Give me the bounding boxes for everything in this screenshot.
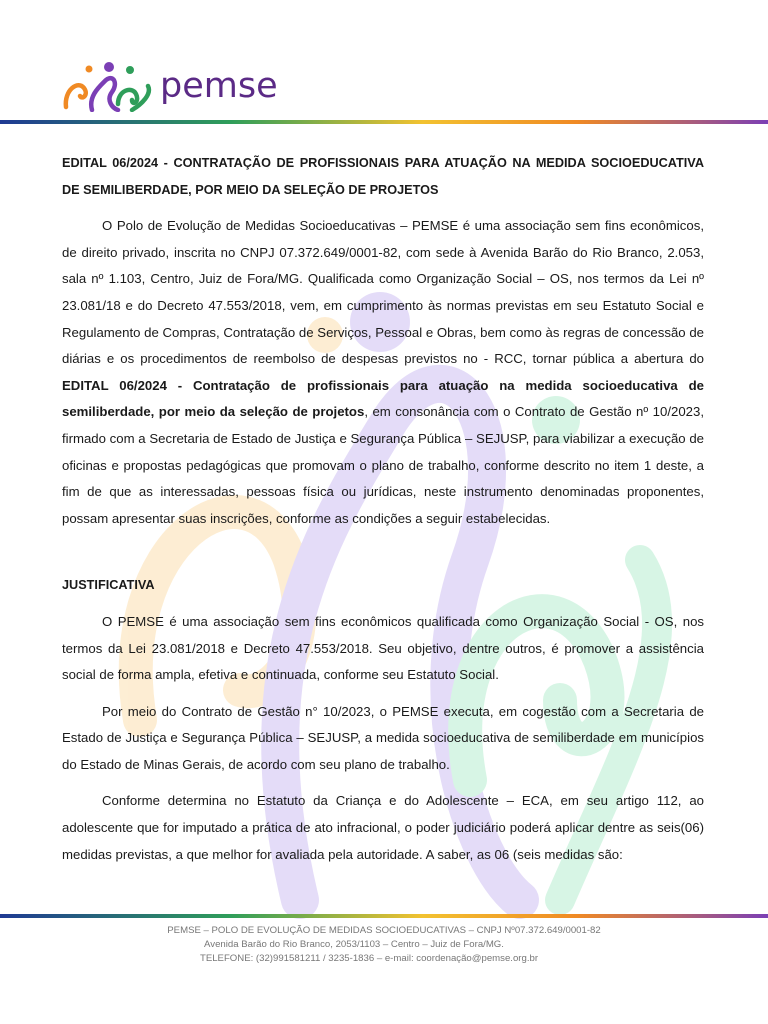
footer-divider [0, 914, 768, 918]
section-heading-justificativa: JUSTIFICATIVA [62, 578, 155, 593]
justification-paragraph-1: O PEMSE é uma associação sem fins econômicos qualificada como Organização Social - OS, nos termos da Lei 23.081/2018 e Decreto 47.553/2018. Seu objetivo, dentre outros, é promover a assistência social de forma ampla, efetiva e continuada, conforme seu Estatuto Social. [62, 613, 704, 683]
pemse-logo-icon [62, 60, 156, 112]
intro-text-start: O Polo de Evolução de Medidas Socioeducativas – PEMSE é uma associação sem fins econômicos, de direito privado, inscrita no CNPJ 07.372.649/0001-82, com sede à Avenida Barão do Rio Branco, 2.053, sala nº 1.103, Centro, Juiz de Fora/MG. Qualificada como Organização Social – OS, nos termos da Lei nº 23.081/18 e do Decreto 47.553/2018, vem, em cumprimento às normas previstas em seu Estatuto Social e Regulamento de Compras, Contratação de Serviços, Pessoal e Obras, bem como às regras de concessão de diárias e os procedimentos de reembolso de despesas previstos no - RCC, tornar pública a abertura do [62, 218, 704, 367]
intro-paragraph [62, 213, 704, 532]
footer-address-line: Avenida Barão do Rio Branco, 2053/1103 – Centro – Juiz de Fora/MG. [204, 939, 504, 950]
intro-edital-name: EDITAL 06/2024 - Contratação de profissionais para atuação na medida socioeducativa de semiliberdade, por meio da seleção de projetos [62, 377, 704, 420]
document-title: EDITAL 06/2024 - CONTRATAÇÃO DE PROFISSIONAIS PARA ATUAÇÃO NA MEDIDA SOCIOEDUCATIVA DE SEMILIBERDADE, POR MEIO DA SELEÇÃO DE PROJETOS [62, 156, 704, 197]
page-footer [0, 924, 768, 966]
brand-name: pemse [160, 65, 278, 106]
justification-paragraph-3: Conforme determina no Estatuto da Criança e do Adolescente – ECA, em seu artigo 112, ao adolescente que for imputado a prática de ato infracional, o poder judiciário poderá aplicar dentre as seis(06) medidas previstas, a que melhor for avaliada pela autoridade. A saber, as 06 (seis medidas são: [62, 793, 704, 862]
footer-org-line: PEMSE – POLO DE EVOLUÇÃO DE MEDIDAS SOCIOEDUCATIVAS – CNPJ Nº07.372.649/0001-82 [167, 925, 601, 936]
document-body [62, 150, 704, 868]
intro-text-end: , em consonância com o Contrato de Gestão nº 10/2023, firmado com a Secretaria de Estado de Justiça e Segurança Pública – SEJUSP, para viabilizar a execução de oficinas e propostas pedagógicas que promovam o plano de trabalho, conforme descrito no item 1 deste, a fim de que as interessadas, pessoas física ou jurídicas, neste instrumento denominadas proponentes, possam apresentar suas inscrições, conforme as condições a seguir estabelecidas. [62, 404, 704, 526]
page-header [62, 60, 278, 112]
footer-contact-line: TELEFONE: (32)991581211 / 3235-1836 – e-mail: coordenação@pemse.org.br [199, 953, 539, 964]
justification-paragraph-2: Por meio do Contrato de Gestão n° 10/2023, o PEMSE executa, em cogestão com a Secretaria de Estado de Justiça e Segurança Pública – SEJUSP, a medida socioeducativa de semiliberdade em municípios do Estado de Minas Gerais, de acordo com seu plano de trabalho. [62, 703, 704, 772]
header-divider [0, 120, 768, 124]
